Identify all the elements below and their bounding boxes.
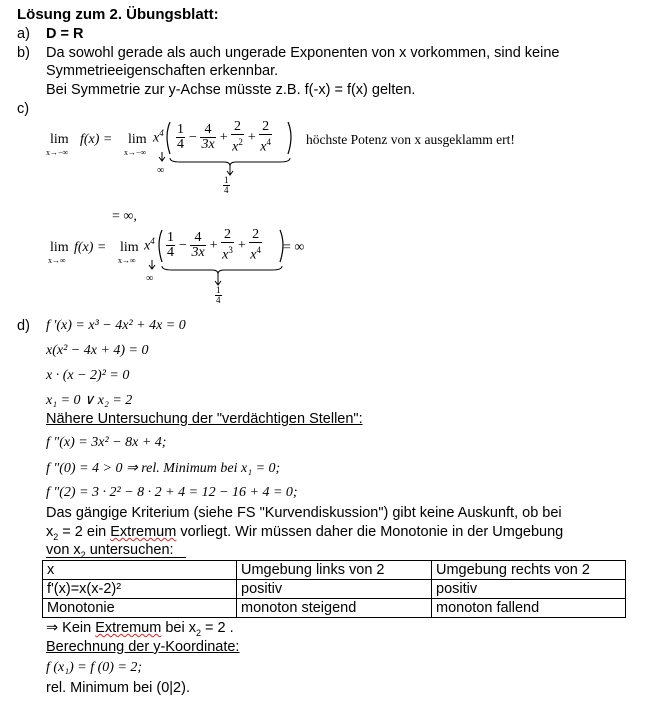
table-cell: positiv	[432, 580, 626, 599]
table-row	[43, 580, 626, 599]
limit-subscript-2: x→∞	[48, 256, 66, 265]
second-derivative-at-2: f "(2) = 3 · 2² − 8 · 2 + 4 = 12 − 16 + 4 = 0;	[46, 485, 298, 500]
bracket-content-2: $\frac{1}{4}$ − $\frac{4}{3x}$ + $\frac{2}{x^3}$ + $\frac{2}{x^4}$	[167, 227, 261, 263]
limit-result-1: = ∞,	[112, 209, 137, 224]
function-fx-1: f(x) =	[80, 132, 113, 147]
roots-equation: x₁ = 0 ∨ x₂ = 2	[46, 393, 133, 408]
monotony-table	[42, 560, 626, 618]
table-cell: Umgebung rechts von 2	[432, 561, 626, 580]
item-label-d: d)	[17, 318, 30, 334]
final-result: rel. Minimum bei (0|2).	[46, 680, 190, 696]
symmetry-text-2: Symmetrieeigenschaften erkennbar.	[46, 63, 279, 79]
table-row	[43, 561, 626, 580]
conclusion-no-extremum: ⇒ Kein Extremum bei $x_2 = 2$ .	[46, 620, 234, 638]
symmetry-text-1: Da sowohl gerade als auch ungerade Exponenten von x vorkommen, sind keine	[46, 45, 560, 61]
symmetry-text-3: Bei Symmetrie zur y-Achse müsste z.B. f(-x) = f(x) gelten.	[46, 82, 416, 98]
limit-result-2: = ∞	[283, 240, 305, 255]
function-value-equation: f (x₁) = f (0) = 2;	[46, 660, 143, 675]
quarter-note-1: $\frac{1}{4}$	[224, 175, 229, 195]
limit-subscript-1b: x→−∞	[124, 148, 147, 157]
factored-equation-2: x · (x − 2)² = 0	[46, 368, 130, 383]
infinity-note-1: ∞	[157, 165, 165, 176]
bracket-content-1: $\frac{1}{4}$ − $\frac{4}{3x}$ + $\frac{2}{x^2}$ + $\frac{2}{x^4}$	[177, 119, 271, 155]
heading-y-coordinate: Berechnung der y-Koordinate:	[46, 639, 240, 655]
item-label-a: a)	[17, 26, 30, 42]
item-label-c: c)	[17, 101, 30, 117]
table-cell: Umgebung links von 2	[237, 561, 432, 580]
table-cell: x	[43, 561, 237, 580]
function-fx-2: f(x) =	[74, 240, 107, 255]
second-derivative: f "(x) = 3x² − 8x + 4;	[46, 435, 167, 450]
table-cell: Monotonie	[43, 599, 237, 618]
quarter-note-2: $\frac{1}{4}$	[216, 285, 221, 305]
limit-operator-1b: lim	[128, 132, 147, 147]
table-cell: f'(x)=x(x-2)²	[43, 580, 237, 599]
criterion-text-1: Das gängige Kriterium (siehe FS "Kurvendiskussion") gibt keine Auskunft, ob bei	[46, 505, 562, 521]
underline-bar	[46, 557, 186, 558]
table-cell: positiv	[237, 580, 432, 599]
limit-operator-2: lim	[50, 240, 69, 255]
limit-operator-1: lim	[50, 132, 69, 147]
x4-factor-2: $x^4$	[144, 236, 155, 254]
second-derivative-at-0: f "(0) = 4 > 0 ⇒ rel. Minimum bei x₁ = 0;	[46, 461, 281, 476]
limit-operator-2b: lim	[120, 240, 139, 255]
table-cell: monoton fallend	[432, 599, 626, 618]
page-title: Lösung zum 2. Übungsblatt:	[17, 6, 219, 23]
infinity-note-2: ∞	[146, 273, 154, 284]
heading-suspicious-points: Nähere Untersuchung der "verdächtigen Stellen":	[46, 411, 363, 427]
derivative-equation-1: f '(x) = x³ − 4x² + 4x = 0	[46, 318, 186, 333]
table-row	[43, 599, 626, 618]
criterion-text-2: $x_2 = 2$ ein Extremum vorliegt. Wir müssen daher die Monotonie in der Umgebung	[46, 524, 564, 542]
table-cell: monoton steigend	[237, 599, 432, 618]
x4-factor-1: $x^4$	[153, 128, 164, 146]
limit-subscript-2b: x→∞	[118, 256, 136, 265]
factored-equation-1: x(x² − 4x + 4) = 0	[46, 343, 149, 358]
item-label-b: b)	[17, 45, 30, 61]
limit-subscript-1: x→−∞	[46, 148, 69, 157]
highest-power-note: höchste Potenz von x ausgeklamm ert!	[306, 132, 515, 147]
domain-statement: D = R	[46, 26, 84, 42]
criterion-text-3: von $x_2$ untersuchen:	[46, 542, 174, 560]
